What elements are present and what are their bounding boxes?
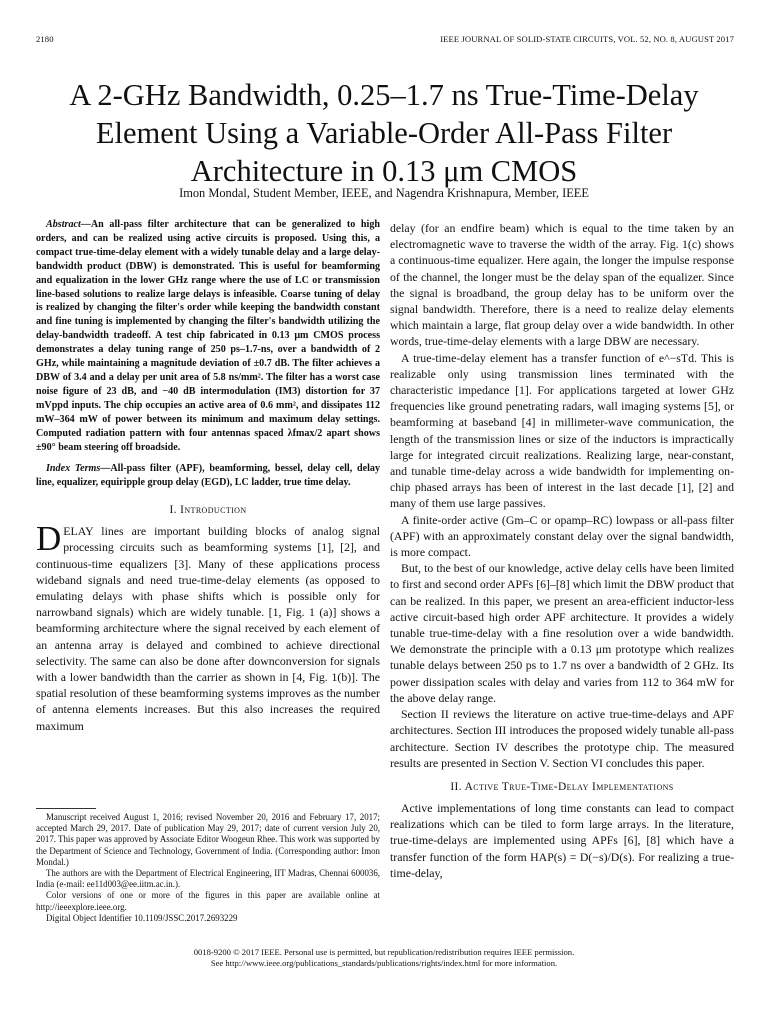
copyright-line-2: See http://www.ieee.org/publications_standards/publications/rights/index.html for more information. bbox=[210, 957, 558, 968]
left-column bbox=[36, 218, 380, 734]
intro-paragraph bbox=[36, 519, 380, 734]
footnote-color: Color versions of one or more of the figures in this paper are available online at http://ieeexplore.ieee.org. bbox=[36, 890, 380, 912]
index-terms-text: All-pass filter (APF), beamforming, bessel, delay cell, delay line, equalizer, equiripple group delay (EGD), LC ladder, true time delay. bbox=[36, 463, 380, 489]
footnote-doi: Digital Object Identifier 10.1109/JSSC.2017.2693229 bbox=[46, 912, 238, 923]
abstract-label: Abstract— bbox=[46, 219, 91, 230]
title-line-3: Architecture in 0.13 μm CMOS bbox=[190, 154, 578, 188]
right-paragraph-6: Active implementations of long time constants can lead to compact realizations which can be tiled to form large arrays. In the literature, true-time-delays are implemented using APFs [6], [8] which have a transfer function of the form HAP(s) = D(−s)/D(s). For realizing a true-time-delay, bbox=[390, 800, 734, 880]
right-paragraph-5: Section II reviews the literature on active true-time-delays and APF architectures. Section III introduces the proposed widely tunable all-pass architecture. Section IV describes the prototype chip. The measured results are presented in Section V. Section VI concludes this paper. bbox=[390, 707, 734, 770]
right-paragraph-4: But, to the best of our knowledge, active delay cells have been limited to first and second order APFs [6]–[8] which limit the DBW product that can be realized. In this paper, we present an area-efficient inductor-less active circuit-based high order APF architecture. It provides a widely tunable true-time-delay with a fine resolution over a wide bandwidth. We demonstrate the principle with a 0.13 μm prototype which realizes tunable delays between 250 ps to 1.7 ns over a bandwidth of 2 GHz. Its power dissipation scales with delay and varies from 112 to 364 mW for the above delay range. bbox=[390, 561, 734, 705]
index-terms bbox=[36, 462, 380, 490]
author-list: Imon Mondal, Student Member, IEEE, and Nagendra Krishnapura, Member, IEEE bbox=[179, 186, 589, 200]
right-paragraph-3: A finite-order active (Gm–C or opamp–RC) lowpass or all-pass filter (APF) with an approximately constant delay over the signal bandwidth, is more compact. bbox=[390, 512, 734, 560]
footnotes bbox=[36, 812, 380, 924]
title-line-2: Element Using a Variable-Order All-Pass Filter bbox=[95, 116, 673, 150]
page-number: 2180 bbox=[36, 34, 54, 44]
drop-cap: D bbox=[36, 519, 62, 559]
paper-title bbox=[36, 76, 732, 190]
footnote-manuscript: Manuscript received August 1, 2016; revised November 20, 2016 and February 17, 2017; accepted March 29, 2017. Date of publication May 29, 2017; date of current version July 20, 2017. This paper was approved by Associate Editor Woogeun Rhee. This work was supported by the Department of Science and Technology, Government of India. (Corresponding author: Imon Mondal.) bbox=[36, 812, 380, 867]
section-heading-introduction: I. Introduction bbox=[169, 504, 247, 517]
right-column bbox=[390, 220, 734, 881]
footnote-rule bbox=[36, 808, 96, 809]
index-terms-label: Index Terms— bbox=[46, 463, 111, 475]
abstract bbox=[36, 218, 380, 454]
copyright-line-1: 0018-9200 © 2017 IEEE. Personal use is permitted, but republication/redistribution requires IEEE permission. bbox=[193, 947, 575, 957]
journal-header: IEEE JOURNAL OF SOLID-STATE CIRCUITS, VOL. 52, NO. 8, AUGUST 2017 bbox=[440, 34, 734, 44]
title-line-1: A 2-GHz Bandwidth, 0.25–1.7 ns True-Time-Delay bbox=[69, 78, 699, 112]
right-paragraph-1: delay (for an endfire beam) which is equal to the time taken by an electromagnetic wave to traverse the width of the array. Fig. 1(c) shows a continuous-time equalizer. Here again, the longer the impulse response of the channel, the longer must be the delay span of the equalizer. Since the signal is broadband, the group delay has to be uniform over the signal bandwidth. Therefore, there is a need to realize delay elements which maintain a large, flat group delay over a wide bandwidth. In other words, true-time-delay elements with a large DBW are necessary. bbox=[390, 221, 734, 349]
section-heading-active-ttd: II. Active True-Time-Delay Implementations bbox=[450, 780, 674, 793]
footnote-affiliation: The authors are with the Department of Electrical Engineering, IIT Madras, Chennai 600036, India (e-mail: ee11d003@ee.iitm.ac.in.). bbox=[36, 868, 380, 890]
copyright-notice bbox=[36, 947, 732, 969]
intro-text: ELAY lines are important building blocks of analog signal processing circuits such as beamforming systems [1], [2], and continuous-time equalizers [3]. Many of these applications process wideband signals and need true-time-delay elements (as opposed to emulating delays with phase shifts which is possible only for narrowband signals) which are widely tunable. [1, Fig. 1 (a)] shows a beamforming architecture where the signal received by each element of an antenna array is delayed and combined to achieve directional selectivity. The same can also be done after downconversion for signals with a lower bandwidth than the carrier as shown in [4, Fig. 1(b)]. The spatial resolution of these beamforming systems improves as the number of antenna elements increases. But this also increases the required maximum bbox=[36, 524, 380, 733]
abstract-text: An all-pass filter architecture that can be generalized to high orders, and can be realized using active circuits is proposed. Using this, a compact true-time-delay element with a widely tunable delay and a large delay-bandwidth product (DBW) is demonstrated. This is useful for beamforming and equalization in the lower GHz range where the use of LC or transmission line-based solutions to realize large delays is infeasible. Coarse tuning of delay is realized by changing the filter's order while keeping the bandwidth constant and fine tuning is implemented by changing the filter's bandwidth utilizing the delay-bandwidth tradeoff. A test chip fabricated in 0.13 μm CMOS process demonstrates a delay tuning range of 250 ps–1.7-ns, over a bandwidth of 2 GHz, while maintaining a magnitude deviation of ±0.7 dB. The filter achieves a DBW of 3.4 and a delay per unit area of 5.8 ns/mm². The filter has a worst case noise figure of 23 dB, and −40 dB intermodulation (IM3) distortion for 37 mVppd inputs. The chip occupies an active area of 0.6 mm², and dissipates 112 mW–364 mW of power between its minimum and maximum delay settings. Computed radiation pattern with four antennas spaced λfmax/2 apart shows ±90° beam steering off broadside. bbox=[36, 219, 380, 453]
right-paragraph-2: A true-time-delay element has a transfer function of e^−sTd. This is realizable only using transmission lines terminated with the characteristic impedance [1]. For applications targeted at lower GHz frequencies like ground penetrating radars, wall imaging systems [5], or beamforming at baseband [4] in millimeter-wave communication, the length of the transmission lines or size of the inductors is impractically large for integrated circuit realizations. Realizing large, near-constant, and tunable time-delay across a wide bandwidth for implementing on-chip phased arrays has been of interest in the last decade [1], [2] and many of them use large passives. bbox=[390, 350, 734, 511]
